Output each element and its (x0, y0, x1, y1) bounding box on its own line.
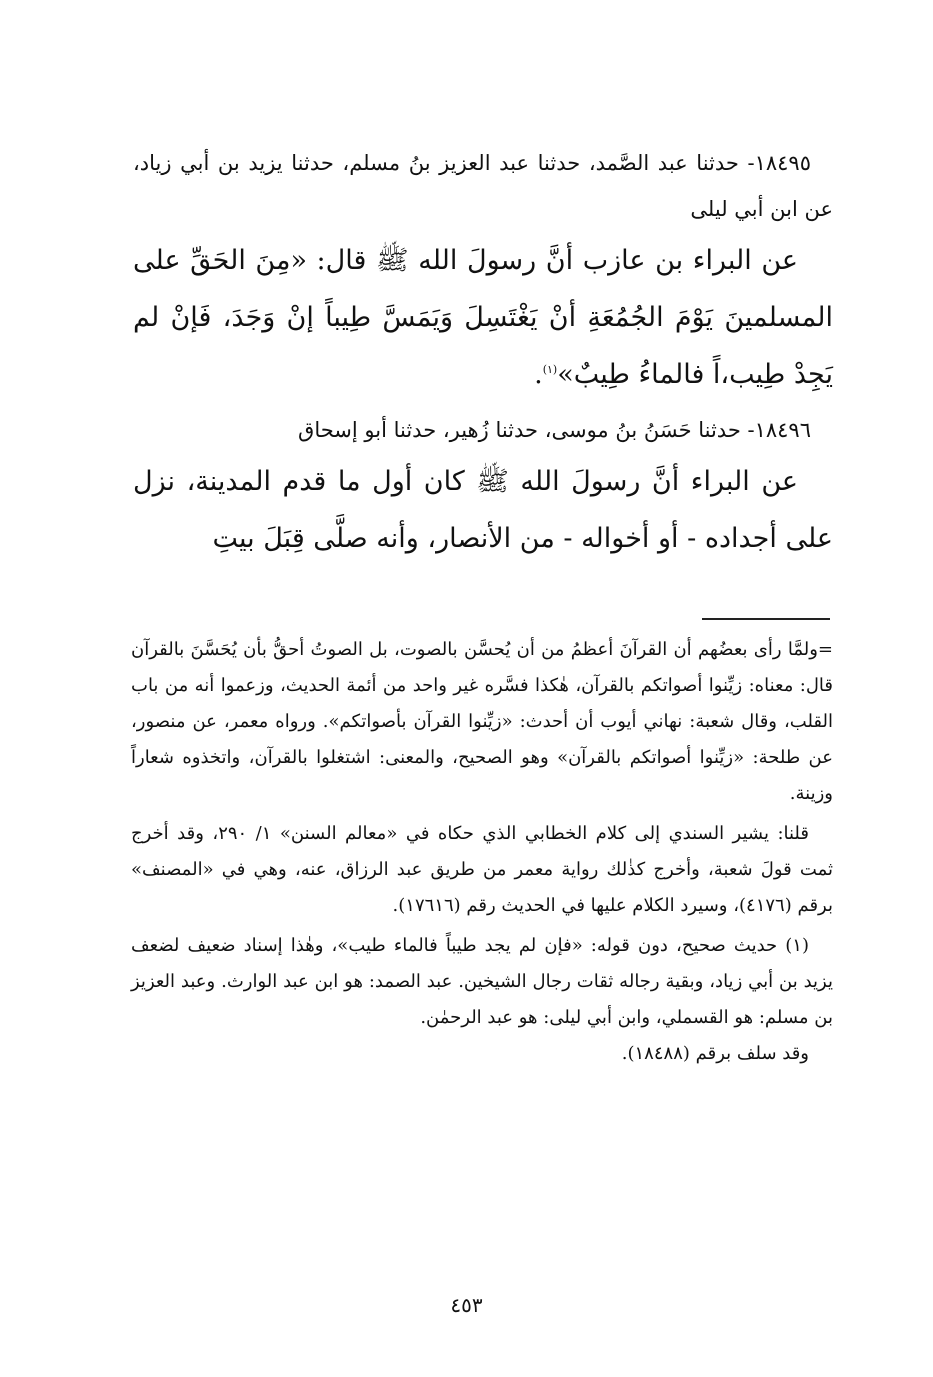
hadith-1-body: عن البراء بن عازب أنَّ رسولَ الله ﷺ قال: «مِنَ الحَقِّ على المسلمينَ يَوْمَ الجُمُعَةِ أنْ يَغْتَسِلَ وَيَمَسَّ طِيباً إنْ وَجَدَ، فَإنْ لم يَجِدْ طِيب،اً فالماءُ طِيبٌ» (133, 245, 833, 390)
hadith-1-chain: ١٨٤٩٥- حدثنا عبد الصَّمد، حدثنا عبد العزيز بنُ مسلم، حدثنا يزيد بن أبي زياد، عن ابن أبي ليلى (133, 151, 833, 221)
main-text (133, 140, 833, 567)
page-number: ٤٥٣ (450, 1293, 483, 1317)
footnote-continuation-1: =ولمَّا رأى بعضُهم أن القرآنَ أعظمُ من أن يُحسَّن بالصوت، بل الصوتُ أحقُّ بأن يُحَسَّنَ بالقرآن قال: معناه: زيِّنوا أصواتكم بالقرآن، هٰكذا فسَّره غير واحد من أئمة الحديث، وزعموا أنه من باب القلب، وقال شعبة: نهاني أيوب أن أحدث: «زيِّنوا القرآن بأصواتكم». ورواه معمر، عن منصور، عن طلحة: «زيِّنوا أصواتكم بالقرآن» وهو الصحيح، والمعنى: اشتغلوا بالقرآن، واتخذوه شعاراً وزينة. (131, 639, 833, 804)
hadith-2-chain: ١٨٤٩٦- حدثنا حَسَنُ بنُ موسى، حدثنا زُهير، حدثنا أبو إسحاق (298, 418, 811, 442)
footnote-1-end: وقد سلف برقم (١٨٤٨٨). (621, 1043, 809, 1064)
footnote-1: (١) حديث صحيح، دون قوله: «فإن لم يجد طيباً فالماء طيب»، وهٰذا إسناد ضعيف لضعف يزيد بن أبي زياد، وبقية رجاله ثقات رجال الشيخين. عبد الصمد: هو ابن عبد الوارث. وعبد العزيز بن مسلم: هو القسملي، وابن أبي ليلى: هو عبد الرحمٰن. (131, 935, 833, 1028)
footnote-ref-1[interactable]: (١) (542, 363, 558, 376)
footnote-continuation-2: قلنا: يشير السندي إلى كلام الخطابي الذي حكاه في «معالم السنن» ١/ ٢٩٠، وقد أخرج ثمت قولَ شعبة، وأخرج كذٰلك رواية معمر من طريق عبد الرزاق، عنه، وهي في «المصنف» برقم (٤١٧٦)، وسيرد الكلام عليها في الحديث رقم (١٧٦١٦). (131, 823, 833, 916)
hadith-2-text: عن البراء أنَّ رسولَ الله ﷺ كان أول ما قدم المدينة، نزل على أجداده - أو أخواله - من الأنصار، وأنه صلَّى قِبَلَ بيتِ (133, 466, 833, 554)
hadith-1-text (133, 232, 833, 403)
hadith-1-end-mark: . (534, 359, 543, 390)
footnote-divider (702, 618, 830, 620)
footnotes (131, 632, 833, 1072)
